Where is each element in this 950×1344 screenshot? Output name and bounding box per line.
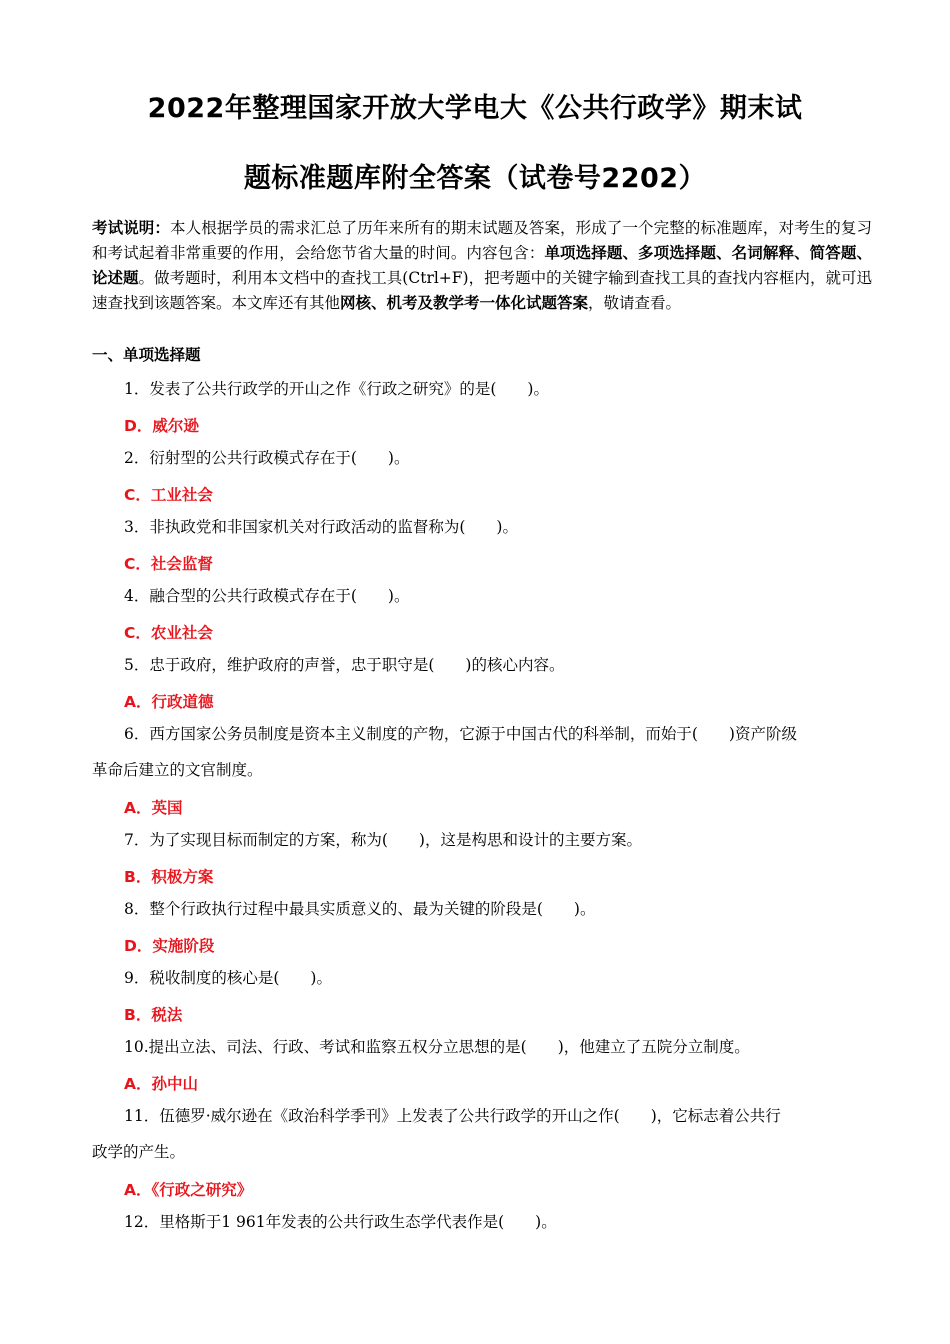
question-10: 10.提出立法、司法、行政、考试和监察五权分立思想的是( )，他建立了五院分立制度。 <box>124 1038 750 1056</box>
question-9: 9．税收制度的核心是( )。 <box>124 969 332 987</box>
question-3: 3．非执政党和非国家机关对行政活动的监督称为( )。 <box>124 518 518 536</box>
question-11: 11．伍德罗·威尔逊在《政治科学季刊》上发表了公共行政学的开山之作( )，它标志着公共行 政学的产生。 <box>92 1107 781 1161</box>
question-6: 6．西方国家公务员制度是资本主义制度的产物，它源于中国古代的科举制，而始于( )资产阶级 革命后建立的文官制度。 <box>92 725 797 779</box>
answer-9: B．税法 <box>124 1006 183 1024</box>
answer-6: A．英国 <box>124 799 183 817</box>
section-title: 一、单项选择题 <box>92 346 201 364</box>
answer-11: A．《行政之研究》 <box>124 1181 253 1199</box>
document-title-line-2: 题标准题库附全答案（试卷号2202） <box>243 163 707 194</box>
answer-1: D．威尔逊 <box>124 417 199 435</box>
other-resources: 网核、机考及教学考一体化试题答案 <box>340 294 589 312</box>
question-4: 4．融合型的公共行政模式存在于( )。 <box>124 587 410 605</box>
document-title-line-1: 2022年整理国家开放大学电大《公共行政学》期末试 <box>147 93 803 124</box>
question-5: 5．忠于政府，维护政府的声誉，忠于职守是( )的核心内容。 <box>124 656 565 674</box>
instructions-text-3: ，敬请查看。 <box>588 294 682 312</box>
answer-5: A．行政道德 <box>124 693 214 711</box>
answer-7: B．积极方案 <box>124 868 214 886</box>
question-1: 1．发表了公共行政学的开山之作《行政之研究》的是( )。 <box>124 380 549 398</box>
question-12: 12．里格斯于1 961年发表的公共行政生态学代表作是( )。 <box>124 1213 557 1231</box>
question-8: 8．整个行政执行过程中最具实质意义的、最为关键的阶段是( )。 <box>124 900 596 918</box>
answer-10: A．孙中山 <box>124 1075 198 1093</box>
instructions-text-1: 本人根据学员的需求汇总了历年来所有的期末试题及答案，形成了一个完整的标准题库，对考生的复习和考试起着非常重要的作用，会给您节省大量的时间。内容包含： <box>92 219 872 262</box>
answer-4: C．农业社会 <box>124 624 213 642</box>
instructions-label: 考试说明： <box>92 219 171 237</box>
answer-3: C．社会监督 <box>124 555 213 573</box>
answer-8: D．实施阶段 <box>124 937 215 955</box>
question-2: 2．衍射型的公共行政模式存在于( )。 <box>124 449 410 467</box>
exam-instructions <box>92 216 872 316</box>
instructions-text-2: 。做考题时，利用本文档中的查找工具(Ctrl+F)，把考题中的关键字输到查找工具的查找内容框内，就可迅速查找到该题答案。本文库还有其他 <box>92 269 872 312</box>
question-7: 7．为了实现目标而制定的方案，称为( )，这是构思和设计的主要方案。 <box>124 831 642 849</box>
question-types: 单项选择题、多项选择题、名词解释、简答题、论述题 <box>92 244 872 287</box>
answer-2: C．工业社会 <box>124 486 213 504</box>
